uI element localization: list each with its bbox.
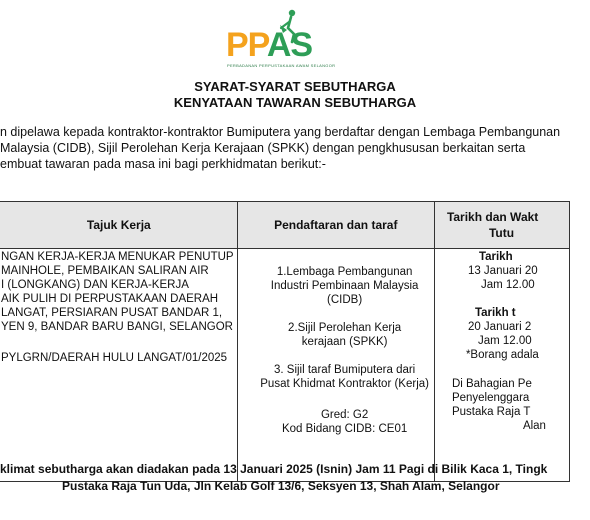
header-tarikh: Tarikh dan Wakt Tutu [434,202,569,249]
header-pendaftaran: Pendaftaran dan taraf [237,202,434,249]
reg-2-line-2: kerajaan (SPKK) [301,336,388,348]
intro-line-2: Malaysia (CIDB), Sijil Perolehan Kerja Kerajaan (SPKK) dengan pengkhususan berkaitan serta [0,141,526,155]
cell-tarikh [434,249,569,482]
date-a-label: Tarikh [478,251,513,263]
logo-subtitle: PERBADANAN PERPUSTAKAAN AWAM SELANGOR [227,63,336,68]
tender-table [0,201,570,482]
reg-2-line-1: 2.Sijil Perolehan Kerja [288,322,402,334]
logo-wordmark: PPAS [226,26,313,64]
document-title: SYARAT-SYARAT SEBUTHARGA [194,79,396,94]
tajuk-line-1: NGAN KERJA-KERJA MENUKAR PENUTUP [1,251,234,263]
briefing-line-1: klimat sebutharga akan diadakan pada 13 Januari 2025 (Isnin) Jam 11 Pagi di Bilik Kaca 1, Tingk [0,462,548,476]
time-a-value: Jam 12.00 [480,279,535,291]
location-line-1: Di Bahagian Pe [451,378,532,390]
date-b-label: Tarikh t [474,307,516,319]
location-line-3: Pustaka Raja T [451,406,531,418]
header-tajuk-kerja: Tajuk Kerja [0,202,237,249]
tajuk-line-3: I (LONGKANG) DAN KERJA-KERJA [1,279,189,291]
form-note: *Borang adala [465,349,539,361]
reg-3-line-2: Pusat Khidmat Kontraktor (Kerja) [260,378,429,390]
reg-1-line-2: Industri Pembinaan Malaysia [270,280,419,292]
briefing-line-2: Pustaka Raja Tun Uda, Jln Kelab Golf 13/6, Seksyen 13, Shah Alam, Selangor [62,479,500,493]
intro-line-1: n dipelawa kepada kontraktor-kontraktor Bumiputera yang berdaftar dengan Lembaga Pembangunan [0,125,561,139]
tajuk-line-2: MAINHOLE, PEMBAIKAN SALIRAN AIR [1,265,209,277]
location-line-2: Penyelenggara [451,392,530,404]
tajuk-line-5: LANGAT, PERSIARAN PUSAT BANDAR 1, [1,307,223,319]
reg-3-line-1: 3. Sijil taraf Bumiputera dari [273,364,416,376]
table-header-row [0,202,570,249]
reg-1-line-3: (CIDB) [327,294,363,306]
intro-line-3: embuat tawaran pada masa ini bagi perkhidmatan berikut:- [0,157,326,171]
reg-1-line-1: 1.Lembaga Pembangunan [276,266,413,278]
tender-reference: PYLGRN/DAERAH HULU LANGAT/01/2025 [1,352,228,364]
cell-tajuk-kerja [0,249,237,482]
grade-label: Gred: G2 [320,409,369,421]
cidb-code: Kod Bidang CIDB: CE01 [281,423,408,435]
date-a-value: 13 Januari 20 [467,265,538,277]
time-b-value: Jam 12.00 [477,335,532,347]
date-b-value: 20 Januari 2 [467,321,532,333]
document-subtitle: KENYATAAN TAWARAN SEBUTHARGA [173,95,417,110]
table-row [0,249,570,482]
ppas-logo [222,8,336,68]
tajuk-line-4: AIK PULIH DI PERPUSTAKAAN DAERAH [1,293,219,305]
tajuk-line-6: YEN 9, BANDAR BARU BANGI, SELANGOR [1,321,233,333]
cell-pendaftaran [237,249,434,482]
location-line-4: Alan [522,420,546,432]
